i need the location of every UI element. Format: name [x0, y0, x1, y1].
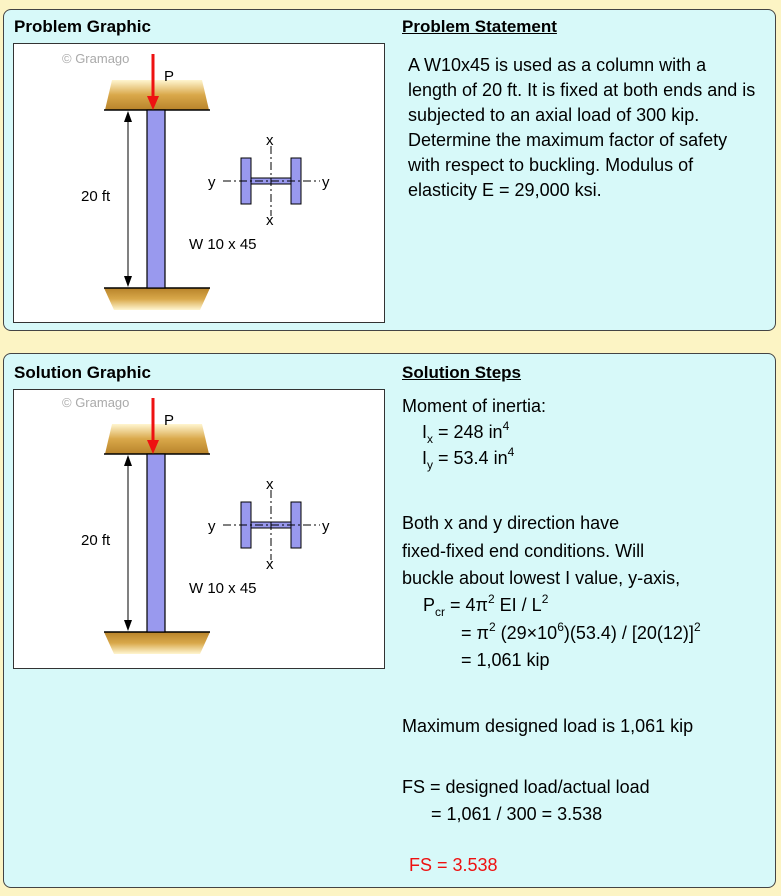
section-label: W 10 x 45: [189, 580, 257, 597]
load-label: P: [164, 68, 175, 85]
ix-line: $I_x = 248$ $in^4$: [422, 419, 510, 446]
solution-panel: [3, 353, 776, 888]
fs-definition: FS = designed load/actual load: [402, 777, 650, 797]
top-fixed-support: [105, 80, 209, 110]
w-section-shape: [223, 146, 320, 216]
axis-y-right-label: y: [322, 174, 330, 191]
para1-line2: fixed-fixed end conditions. Will: [402, 541, 645, 561]
watermark: © Gramago: [62, 51, 130, 66]
length-dimension: [124, 455, 132, 631]
moment-heading: Moment of inertia:: [402, 396, 547, 416]
problem-graphic: [13, 43, 385, 323]
length-label: 20 ft: [81, 532, 111, 549]
column: [147, 454, 165, 632]
para1-line3: buckle about lowest I value, y-axis,: [402, 568, 681, 588]
problem-graphic-title: Problem Graphic: [14, 17, 151, 36]
pcr-result: = 1,061 kip: [461, 650, 550, 670]
section-label: W 10 x 45: [189, 236, 257, 253]
solution-graphic: [13, 389, 385, 669]
pcr-substitution: = $\pi^2$ $(29\times 10^6)(53.4) / [20(12)]^2$: [461, 620, 701, 643]
problem-statement-title: Problem Statement: [402, 17, 557, 36]
para1-line1: Both x and y direction have: [402, 513, 620, 533]
axis-x-bottom-label: x: [266, 556, 274, 573]
column: [147, 110, 165, 288]
axis-y-left-label: y: [208, 174, 216, 191]
solution-steps-title: Solution Steps: [402, 363, 521, 382]
watermark: © Gramago: [62, 395, 130, 410]
problem-statement-text: A W10x45 is used as a column with a length of 20 ft. It is fixed at both ends and is subjected to an axial load of 300 kip. Determine the maximum factor of safety with respect to buckling. Modulus of elasticity E = 29,000 ksi.: [408, 55, 756, 200]
axis-x-top-label: x: [266, 132, 274, 149]
max-load-line: Maximum designed load is 1,061 kip: [402, 716, 694, 736]
column-diagram: [14, 44, 383, 321]
bottom-fixed-support: [104, 632, 210, 654]
w-section-shape: [223, 490, 320, 560]
load-label: P: [164, 412, 175, 429]
iy-line: $I_y = 53.4$ $in^4$: [422, 445, 515, 472]
problem-panel: [3, 9, 776, 331]
length-label: 20 ft: [81, 188, 111, 205]
fs-answer: FS = 3.538: [409, 855, 498, 875]
solution-graphic-title: Solution Graphic: [14, 363, 151, 382]
bottom-fixed-support: [104, 288, 210, 310]
top-fixed-support: [105, 424, 209, 454]
axis-x-bottom-label: x: [266, 212, 274, 229]
axis-y-right-label: y: [322, 518, 330, 535]
column-diagram: [14, 390, 383, 667]
axis-x-top-label: x: [266, 476, 274, 493]
length-dimension: [124, 111, 132, 287]
fs-calculation: = 1,061 / 300 = 3.538: [431, 804, 603, 824]
pcr-equation: $P_{cr} = 4\pi^2$ EI / $L^2$: [423, 592, 549, 619]
axis-y-left-label: y: [208, 518, 216, 535]
